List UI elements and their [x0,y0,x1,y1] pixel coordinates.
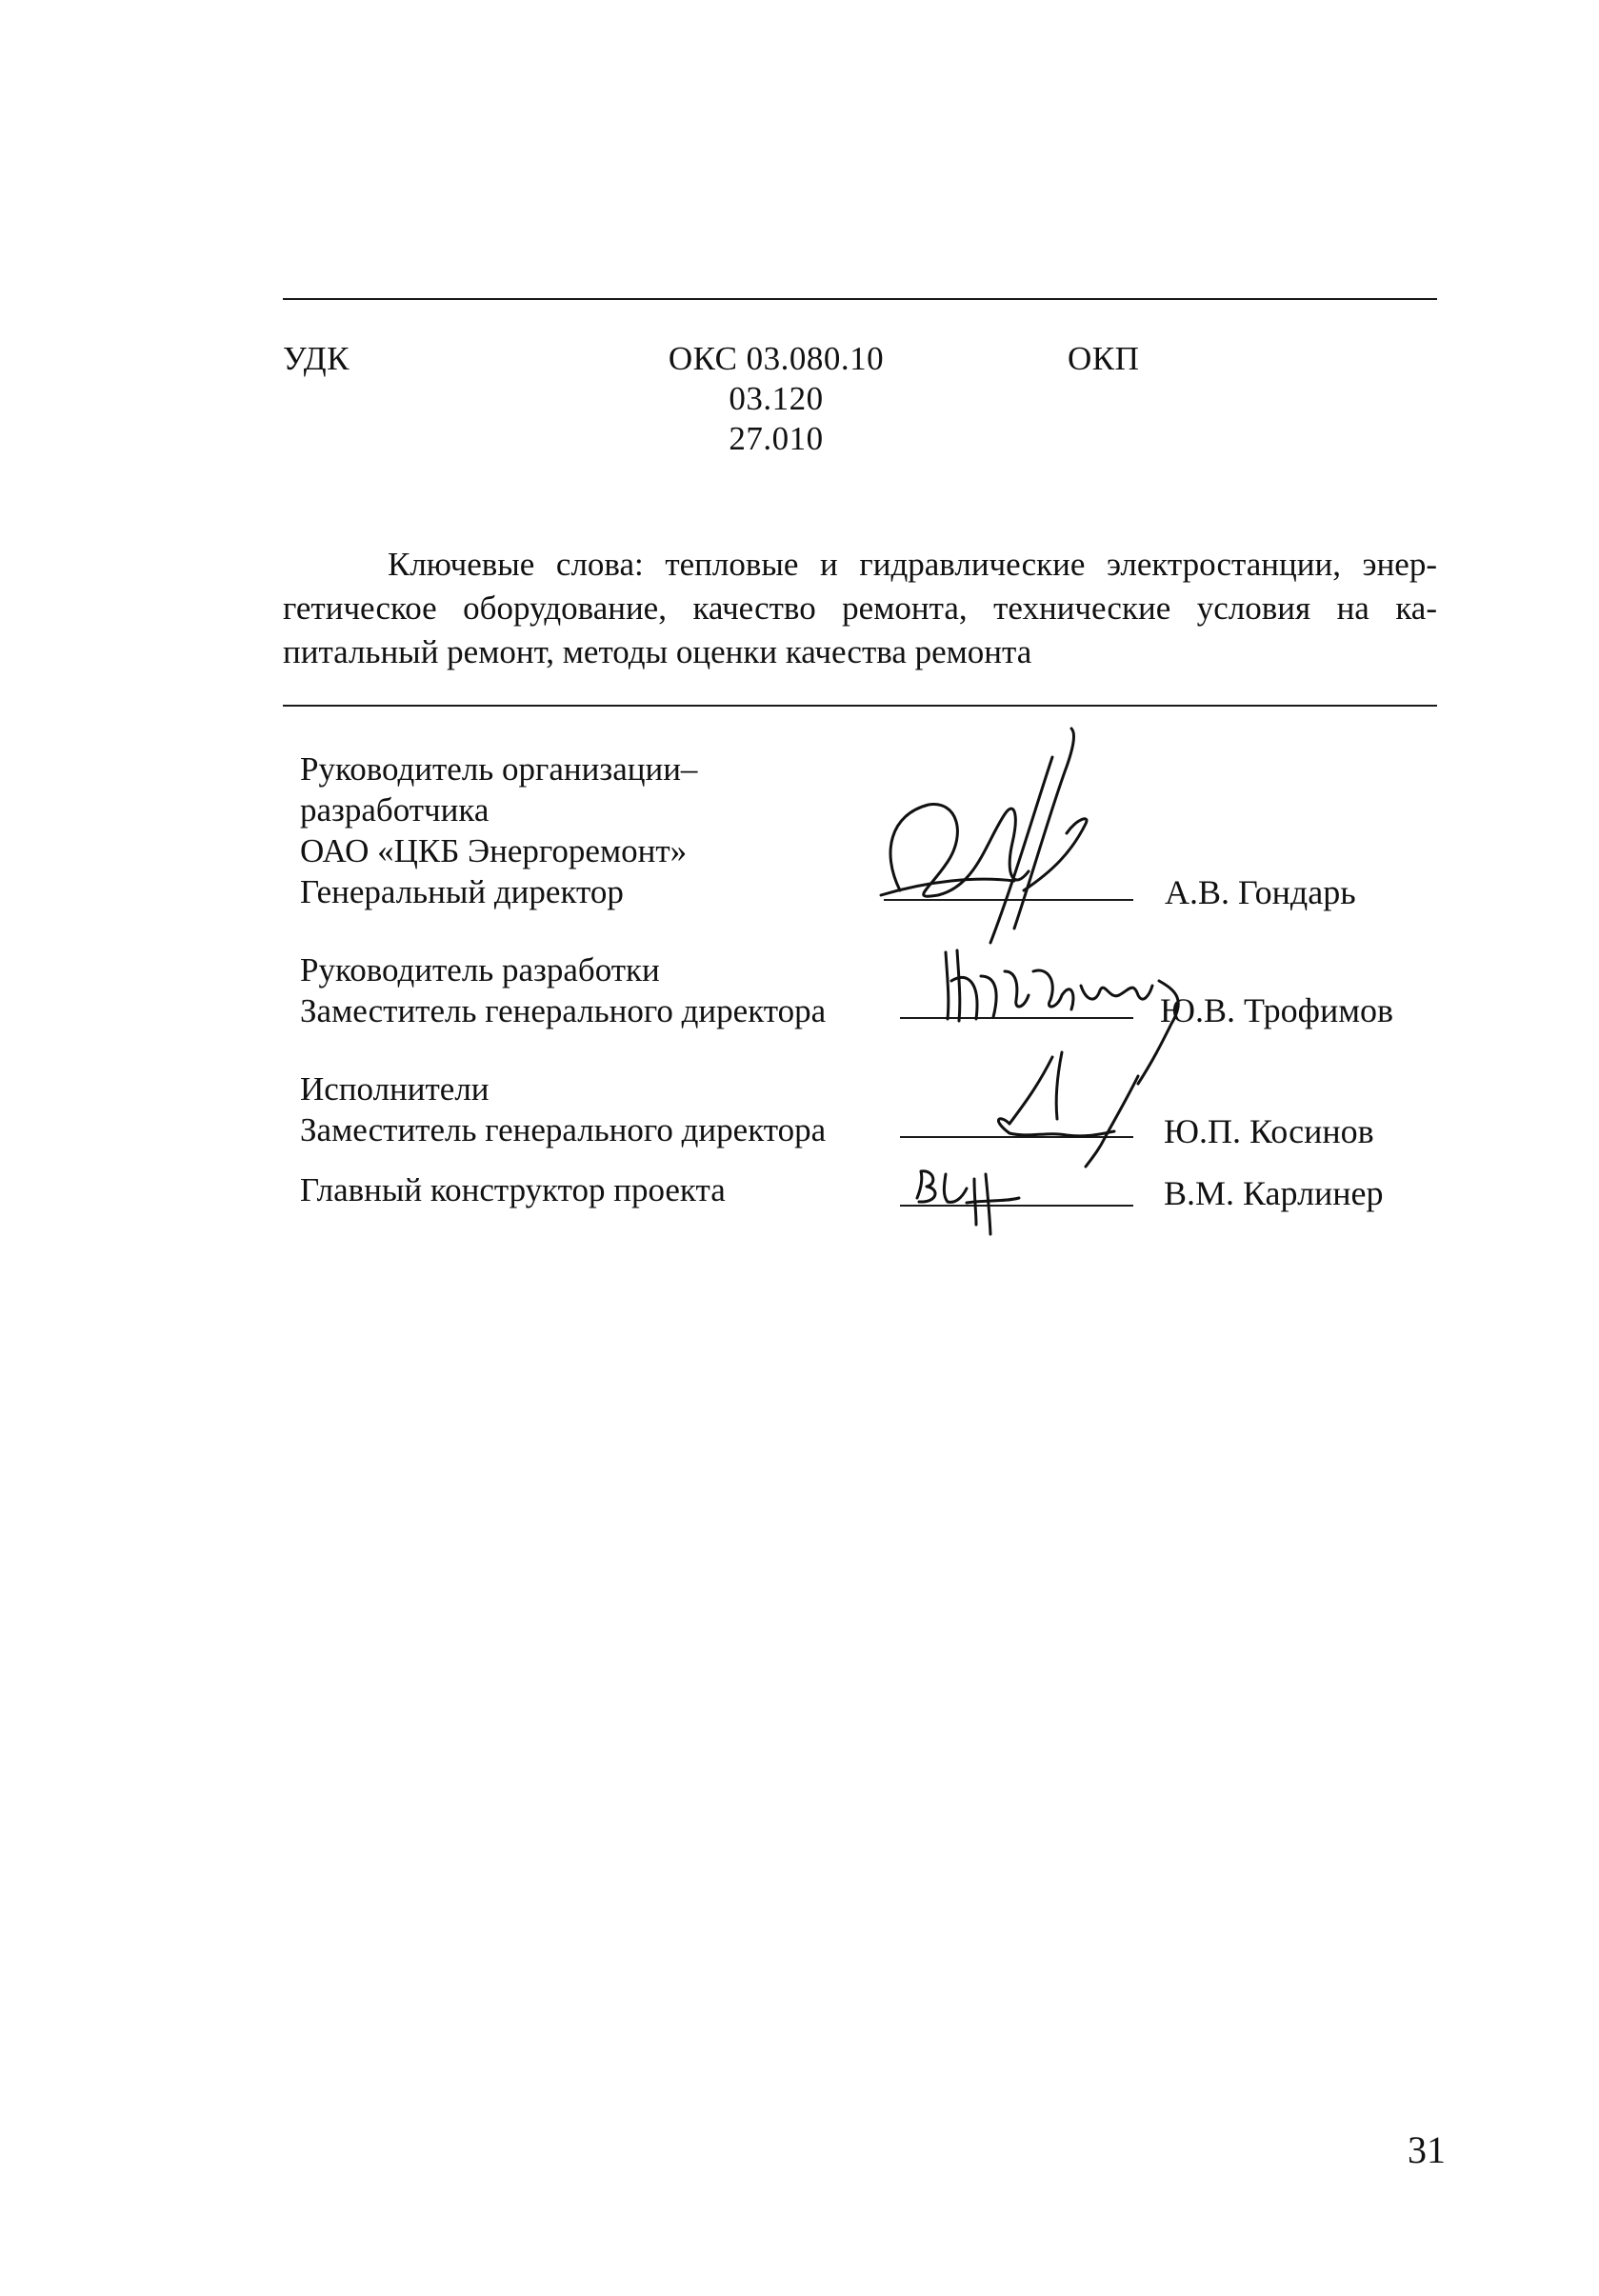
keywords-line: питальный ремонт, методы оценки качества ремонта [283,633,1032,670]
page-number: 31 [1408,2128,1446,2171]
okp-label: ОКП [1068,340,1140,377]
udk-label: УДК [283,340,350,377]
keywords-paragraph [283,543,1437,674]
oks-line: 27.010 [729,420,824,457]
top-rule [283,298,1437,300]
signatory-name: А.В. Гондарь [1165,873,1356,911]
keywords-line: гетическое оборудование, качество ремонта, технические условия на ка- [283,589,1437,627]
oks-line: 03.120 [729,380,824,417]
signatory-role-director: Руководитель организации– разработчика ОАО «ЦКБ Энергоремонт» Генеральный директор [300,750,698,910]
signatory-role-dev-lead: Руководитель разработки Заместитель генерального директора [300,951,827,1029]
signatory-name: Ю.В. Трофимов [1160,991,1394,1029]
signatory-name: В.М. Карлинер [1164,1174,1384,1212]
keywords-bottom-rule [283,705,1437,707]
oks-line: ОКС 03.080.10 [668,340,885,377]
handwritten-signature [971,1048,1152,1171]
keywords-line: Ключевые слова: тепловые и гидравлические электростанции, энер- [388,546,1437,583]
handwritten-signature [871,709,1119,948]
oks-codes [652,339,900,459]
signatory-name: Ю.П. Косинов [1164,1112,1374,1150]
handwritten-signature [909,1160,1043,1236]
signatory-role-chief-designer: Главный конструктор проекта [300,1171,726,1208]
signatory-role-performers: Исполнители Заместитель генерального директора [300,1070,827,1148]
